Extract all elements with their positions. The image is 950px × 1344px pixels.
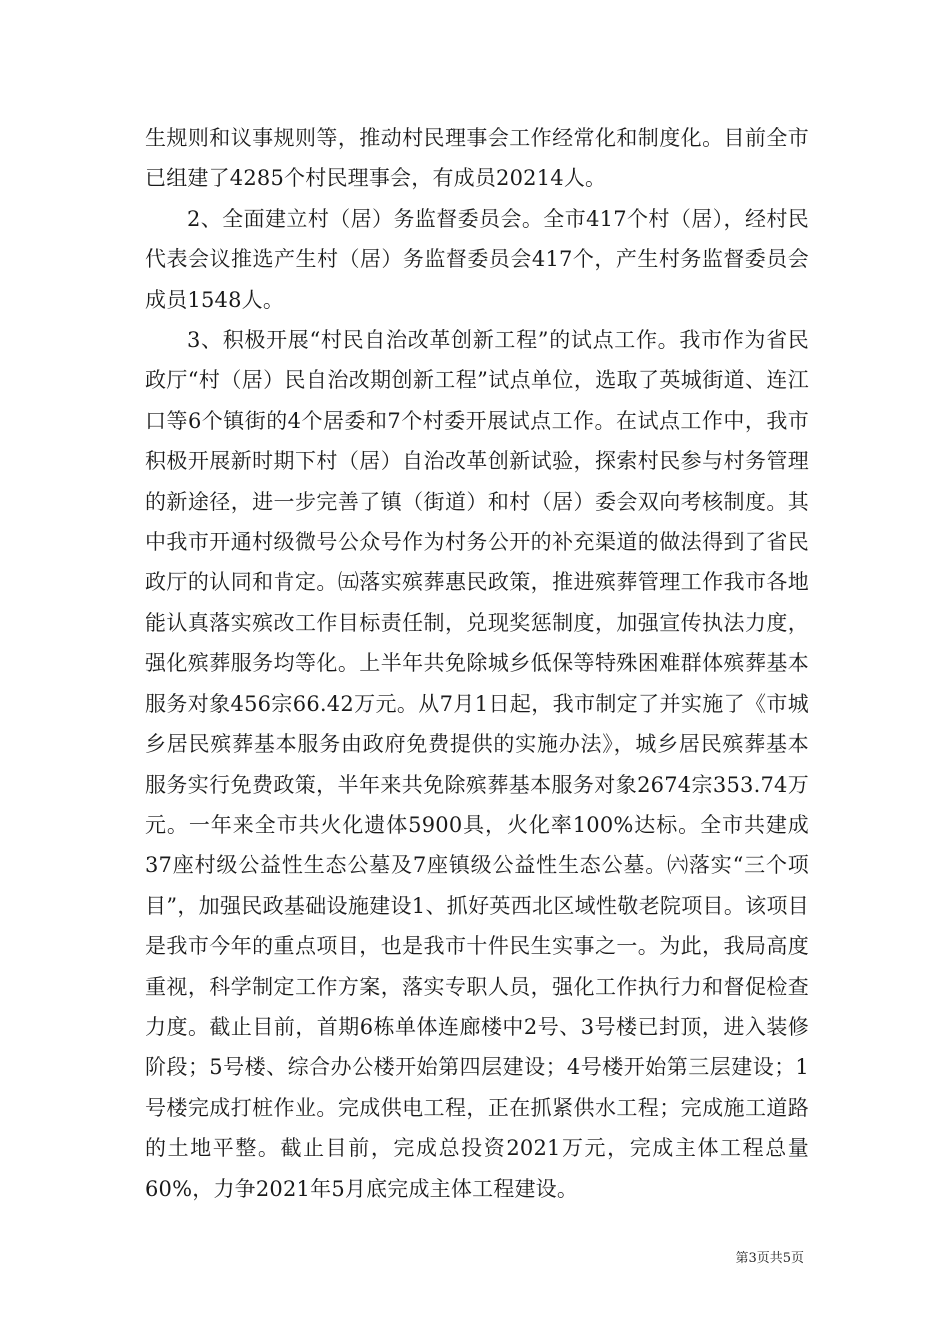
document-body	[145, 118, 809, 1209]
paragraph-2: 2、全面建立村（居）务监督委员会。全市417个村（居），经村民代表会议推选产生村（居）务监督委员会417个，产生村务监督委员会成员1548人。	[145, 206, 809, 312]
paragraph-3: 3、积极开展“村民自治改革创新工程”的试点工作。我市作为省民政厅“村（居）民自治改期创新工程”试点单位，选取了英城街道、连江口等6个镇街的4个居委和7个村委开展试点工作。在试点工作中，我市积极开展新时期下村（居）自治改革创新试验，探索村民参与村务管理的新途径，进一步完善了镇（街道）和村（居）委会双向考核制度。其中我市开通村级微号公众号作为村务公开的补充渠道的做法得到了省民政厅的认同和肯定。㈤落实殡葬惠民政策，推进殡葬管理工作我市各地能认真落实殡改工作目标责任制，兑现奖惩制度，加强宣传执法力度，强化殡葬服务均等化。上半年共免除城乡低保等特殊困难群体殡葬基本服务对象456宗66.42万元。从7月1日起，我市制定了并实施了《市城乡居民殡葬基本服务由政府免费提供的实施办法》，城乡居民殡葬基本服务实行免费政策，半年来共免除殡葬基本服务对象2674宗353.74万元。一年来全市共火化遗体5900具，火化率100%达标。全市共建成37座村级公益性生态公墓及7座镇级公益性生态公墓。㈥落实“三个项目”，加强民政基础设施建设1、抓好英西北区域性敬老院项目。该项目是我市今年的重点项目，也是我市十件民生实事之一。为此，我局高度重视，科学制定工作方案，落实专职人员，强化工作执行力和督促检查力度。截止目前，首期6栋单体连廊楼中2号、3号楼已封顶，进入装修阶段；5号楼、综合办公楼开始第四层建设；4号楼开始第三层建设；1号楼完成打桩作业。完成供电工程，正在抓紧供水工程；完成施工道路的土地平整。截止目前，完成总投资2021万元，完成主体工程总量60%，力争2021年5月底完成主体工程建设。	[145, 328, 809, 1201]
paragraph-1: 生规则和议事规则等，推动村民理事会工作经常化和制度化。目前全市已组建了4285个村民理事会，有成员20214人。	[145, 126, 809, 191]
page-number: 第3页共5页	[735, 1251, 804, 1266]
